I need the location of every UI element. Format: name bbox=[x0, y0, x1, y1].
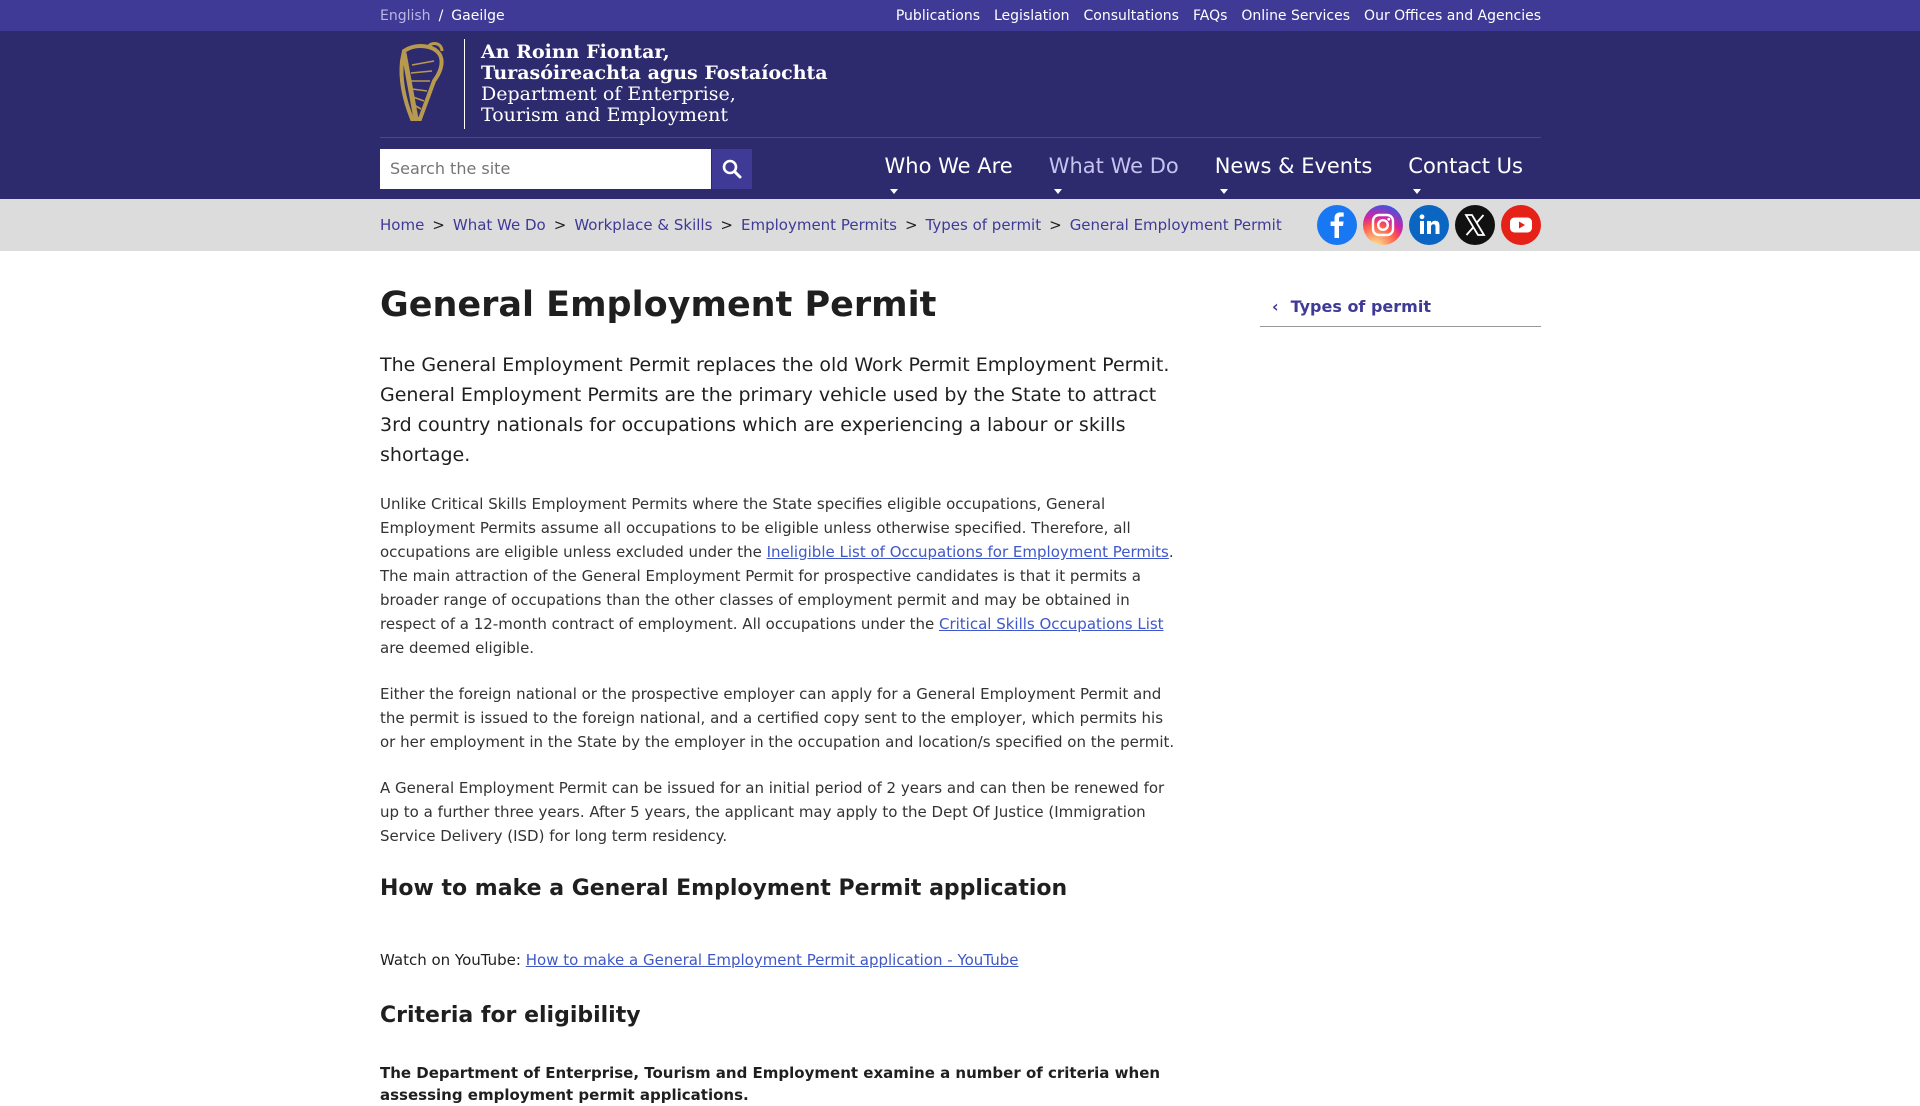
section-heading-criteria: Criteria for eligibility bbox=[380, 1003, 641, 1028]
paragraph-text: Unlike Critical Skills Employment Permits where the State specifies eligible occupations, General Employment Permits assume all occupations to be eligible unless otherwise specified. Therefore, all occupations are eligible unless excluded under the bbox=[380, 495, 1131, 561]
util-link-online-services[interactable]: Online Services bbox=[1241, 7, 1351, 24]
body-paragraph-2: Either the foreign national or the prospective employer can apply for a General Employment Permit and the permit is issued to the foreign national, and a certified copy sent to the employer, which permits his or her employment in the State by the employer in the occupation and location/s specified on the permit. bbox=[380, 685, 1175, 751]
caret-down-icon bbox=[1220, 189, 1228, 194]
ineligible-list-link[interactable]: Ineligible List of Occupations for Employment Permits bbox=[766, 543, 1169, 561]
linkedin-link[interactable] bbox=[1409, 205, 1449, 245]
youtube-paragraph bbox=[380, 951, 1175, 969]
page-title: General Employment Permit bbox=[380, 285, 937, 325]
youtube-icon bbox=[1501, 205, 1541, 245]
instagram-icon bbox=[1363, 205, 1403, 245]
nav-label: Who We Are bbox=[884, 153, 1013, 178]
breadcrumb-separator: > bbox=[1049, 216, 1062, 234]
util-link-legislation[interactable]: Legislation bbox=[993, 7, 1070, 24]
social-links bbox=[1317, 205, 1541, 245]
nav-label: What We Do bbox=[1048, 153, 1179, 178]
caret-down-icon bbox=[1413, 189, 1421, 194]
x-icon bbox=[1455, 205, 1495, 245]
utility-bar bbox=[0, 0, 1920, 31]
breadcrumb-separator: > bbox=[432, 216, 445, 234]
util-link-offices-agencies[interactable]: Our Offices and Agencies bbox=[1364, 7, 1541, 24]
x-link[interactable] bbox=[1455, 205, 1495, 245]
breadcrumb-home[interactable]: Home bbox=[380, 216, 425, 234]
breadcrumb-separator: > bbox=[553, 216, 567, 234]
search-icon bbox=[722, 159, 742, 179]
youtube-link[interactable] bbox=[1501, 205, 1541, 245]
brand-line-irish-2: Turasóireachta agus Fostaíochta bbox=[481, 62, 828, 84]
util-link-publications[interactable]: Publications bbox=[895, 7, 980, 24]
lead-paragraph: The General Employment Permit replaces the old Work Permit Employment Permit. General Employment Permits are the primary vehicle used by the State to attract 3rd country nationals for occupations which are experiencing a labour or skills shortage. bbox=[380, 354, 1170, 466]
breadcrumb-current-page[interactable]: General Employment Permit bbox=[1069, 216, 1282, 234]
nav-contact-us[interactable] bbox=[1408, 154, 1523, 184]
youtube-prefix: Watch on YouTube: bbox=[380, 951, 526, 969]
nav-news-events[interactable] bbox=[1215, 154, 1373, 184]
facebook-icon bbox=[1317, 205, 1357, 245]
instagram-link[interactable] bbox=[1363, 205, 1403, 245]
lang-english-link[interactable]: English bbox=[380, 7, 431, 24]
nav-label: Contact Us bbox=[1408, 153, 1523, 178]
chevron-left-icon: ‹ bbox=[1272, 297, 1279, 316]
harp-emblem-icon bbox=[390, 39, 450, 129]
breadcrumb-what-we-do[interactable]: What We Do bbox=[452, 216, 546, 234]
site-header bbox=[0, 31, 1920, 199]
body-paragraph-3: A General Employment Permit can be issued for an initial period of 2 years and can then be renewed for up to a further three years. After 5 years, the applicant may apply to the Dept Of Justice (Immigration Service Delivery (ISD) for long term residency. bbox=[380, 779, 1165, 845]
search-input[interactable] bbox=[380, 149, 711, 189]
caret-down-icon bbox=[890, 189, 898, 194]
util-link-faqs[interactable]: FAQs bbox=[1192, 7, 1228, 24]
lang-gaeilge-link[interactable]: Gaeilge bbox=[451, 7, 505, 24]
paragraph-text: . The main attraction of the General Employment Permit for prospective candidates is that it permits a broader range of occupations than the other classes of employment permit and may be obtained in respect of a 12-month contract of employment. All occupations under the bbox=[380, 543, 1174, 633]
department-name bbox=[481, 42, 828, 126]
brand-line-english-2: Tourism and Employment bbox=[481, 104, 729, 126]
brand-line-irish-1: An Roinn Fiontar, bbox=[481, 41, 670, 63]
breadcrumb-workplace-skills[interactable]: Workplace & Skills bbox=[574, 216, 713, 234]
body-paragraph-1 bbox=[380, 492, 1175, 660]
util-link-consultations[interactable]: Consultations bbox=[1083, 7, 1179, 24]
breadcrumb-types-of-permit[interactable]: Types of permit bbox=[925, 216, 1042, 234]
nav-what-we-do[interactable] bbox=[1049, 154, 1179, 184]
breadcrumb-employment-permits[interactable]: Employment Permits bbox=[741, 216, 897, 234]
youtube-video-link[interactable]: How to make a General Employment Permit application - YouTube bbox=[525, 951, 1019, 969]
nav-who-we-are[interactable] bbox=[885, 154, 1013, 184]
criteria-intro: The Department of Enterprise, Tourism and Employment examine a number of criteria when assessing employment permit applications. bbox=[380, 1064, 1161, 1104]
caret-down-icon bbox=[1054, 189, 1062, 194]
critical-skills-list-link[interactable]: Critical Skills Occupations List bbox=[938, 615, 1164, 633]
nav-label: News & Events bbox=[1214, 153, 1373, 178]
nav-row bbox=[380, 138, 1541, 199]
breadcrumb-separator: > bbox=[904, 216, 918, 234]
sidebar-back-link[interactable] bbox=[1260, 287, 1541, 327]
breadcrumb-separator: > bbox=[720, 216, 733, 234]
search-button[interactable] bbox=[712, 149, 752, 189]
breadcrumb bbox=[380, 216, 1282, 234]
linkedin-icon bbox=[1409, 205, 1449, 245]
main-navigation bbox=[885, 154, 1523, 184]
breadcrumb-bar bbox=[0, 199, 1920, 251]
brand-line-english-1: Department of Enterprise, bbox=[481, 83, 736, 105]
brand-divider bbox=[464, 39, 465, 129]
lang-separator: / bbox=[438, 7, 444, 24]
sidebar bbox=[1260, 251, 1541, 1106]
language-switcher bbox=[380, 8, 505, 24]
brand-logo-link[interactable] bbox=[380, 31, 1541, 138]
content-area bbox=[380, 251, 1541, 1106]
sidebar-back-label: Types of permit bbox=[1290, 297, 1431, 316]
utility-links bbox=[896, 8, 1541, 24]
main-content bbox=[380, 251, 1175, 1106]
site-search bbox=[380, 149, 752, 189]
paragraph-text: are deemed eligible. bbox=[380, 639, 535, 657]
facebook-link[interactable] bbox=[1317, 205, 1357, 245]
section-heading-application: How to make a General Employment Permit application bbox=[380, 876, 1068, 901]
